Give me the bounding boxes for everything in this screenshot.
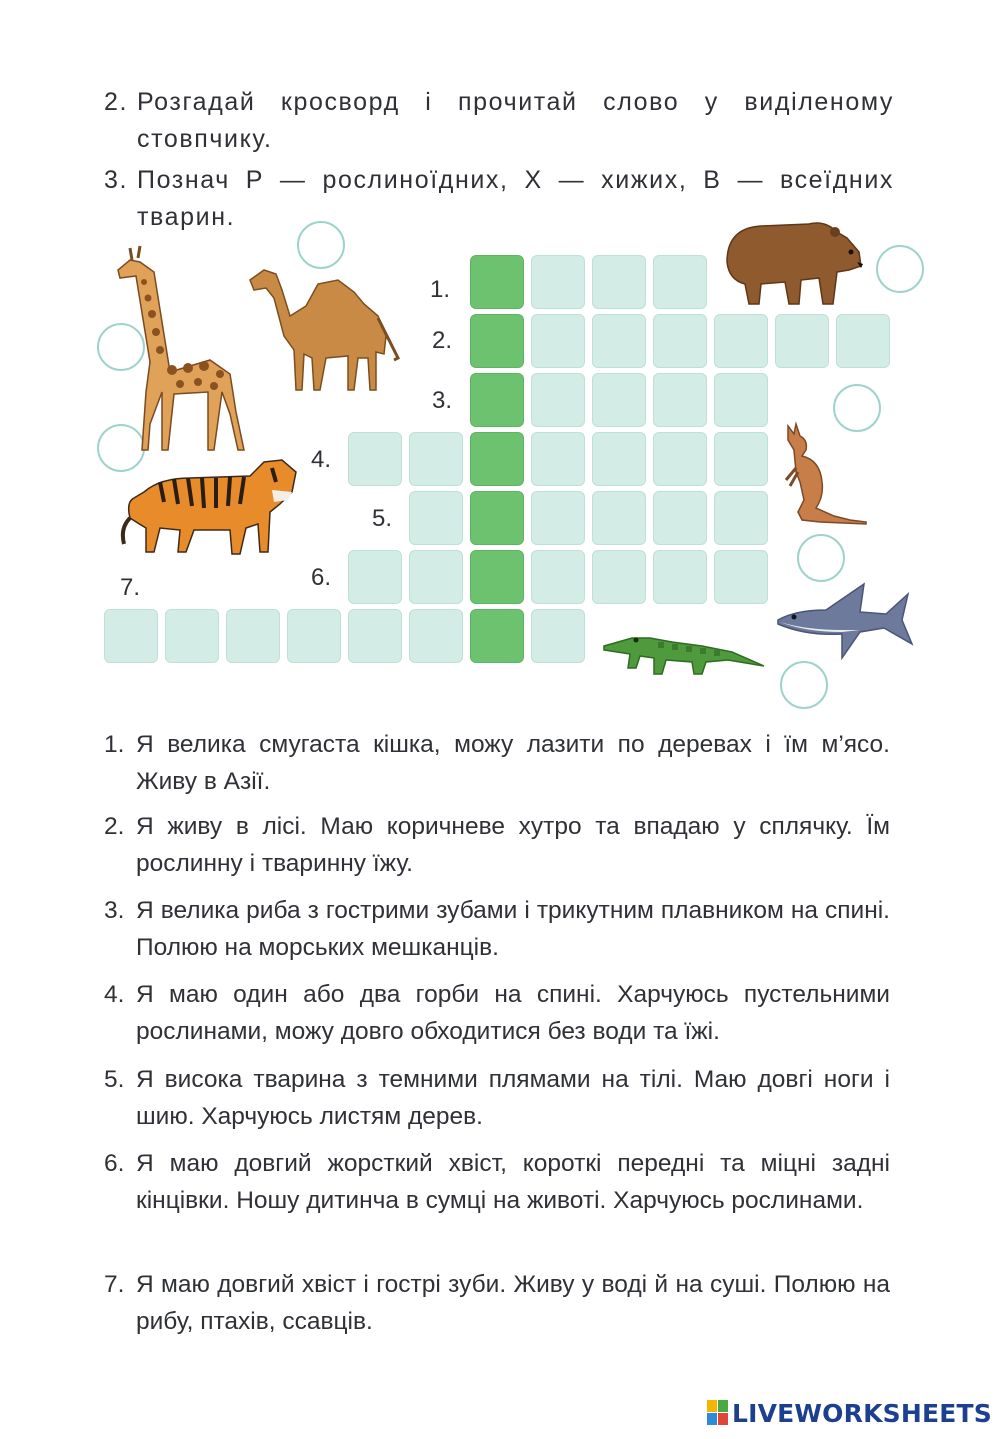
highlighted-cell[interactable]	[470, 314, 524, 368]
crossword-cell[interactable]	[531, 491, 585, 545]
crossword-cell[interactable]	[653, 314, 707, 368]
crossword-cell[interactable]	[653, 255, 707, 309]
crossword-cell[interactable]	[836, 314, 890, 368]
crossword-cell[interactable]	[409, 491, 463, 545]
clue-4	[104, 976, 890, 1050]
crossword-cell[interactable]	[409, 432, 463, 486]
crossword-cell[interactable]	[348, 550, 402, 604]
crossword-cell[interactable]	[531, 432, 585, 486]
row-label-6: 6.	[311, 564, 332, 591]
row-label-1: 1.	[430, 276, 451, 303]
task-2	[104, 84, 894, 158]
crossword-cell[interactable]	[653, 373, 707, 427]
crossword-cell[interactable]	[348, 609, 402, 663]
crossword-cell[interactable]	[653, 432, 707, 486]
crossword-cell[interactable]	[531, 314, 585, 368]
crossword-cell[interactable]	[714, 550, 768, 604]
crossword-cell[interactable]	[714, 432, 768, 486]
clue-text: Я велика смугаста кішка, можу лазити по деревах і їм м’ясо. Живу в Азії.	[136, 731, 890, 795]
clue-text: Я живу в лісі. Маю коричневе хутро та впадаю у сплячку. Їм рослинну і тваринну їжу.	[136, 813, 890, 877]
clue-7	[104, 1266, 890, 1340]
answer-circle-crocodile[interactable]	[797, 534, 845, 582]
crossword-cell[interactable]	[531, 609, 585, 663]
crossword-cell[interactable]	[592, 314, 646, 368]
crossword-cell[interactable]	[592, 550, 646, 604]
crossword-cell[interactable]	[592, 432, 646, 486]
clue-number: 2.	[104, 813, 125, 840]
clue-text: Я маю довгий жорсткий хвіст, короткі передні та міцні задні кінцівки. Ношу дитинча в сумці на животі. Харчуюсь рослинами.	[136, 1150, 890, 1214]
crossword-cell[interactable]	[531, 373, 585, 427]
highlighted-cell[interactable]	[470, 432, 524, 486]
highlighted-cell[interactable]	[470, 491, 524, 545]
task-number: 3.	[104, 166, 129, 194]
clue-number: 3.	[104, 897, 125, 924]
crocodile-icon	[602, 628, 766, 678]
bear-icon	[721, 218, 866, 308]
answer-circle-shark[interactable]	[780, 661, 828, 709]
clue-number: 7.	[104, 1271, 125, 1298]
kangaroo-icon	[780, 420, 870, 526]
clue-text: Я висока тварина з темними плямами на тілі. Маю довгі ноги і шию. Харчуюсь листям дерев.	[136, 1066, 890, 1130]
crossword-cell[interactable]	[165, 609, 219, 663]
logo-mark-icon	[707, 1400, 729, 1426]
crossword-cell[interactable]	[653, 550, 707, 604]
row-label-7: 7.	[120, 574, 141, 601]
highlighted-cell[interactable]	[470, 609, 524, 663]
row-label-2: 2.	[432, 327, 453, 354]
crossword-cell[interactable]	[592, 373, 646, 427]
crossword-cell[interactable]	[409, 609, 463, 663]
row-label-3: 3.	[432, 387, 453, 414]
crossword-cell[interactable]	[653, 491, 707, 545]
camel-icon	[246, 262, 406, 394]
crossword-cell[interactable]	[409, 550, 463, 604]
crossword-cell[interactable]	[714, 373, 768, 427]
clue-number: 1.	[104, 731, 125, 758]
shark-icon	[776, 580, 916, 660]
clue-text: Я маю один або два горби на спині. Харчуюсь пустельними рослинами, можу довго обходитися без води та їжі.	[136, 981, 890, 1045]
crossword-cell[interactable]	[714, 314, 768, 368]
crossword-cell[interactable]	[226, 609, 280, 663]
crossword-cell[interactable]	[592, 491, 646, 545]
clue-6	[104, 1145, 890, 1219]
crossword-cell[interactable]	[531, 550, 585, 604]
clue-1	[104, 726, 890, 800]
clue-number: 6.	[104, 1150, 125, 1177]
crossword-cell[interactable]	[287, 609, 341, 663]
clue-number: 4.	[104, 981, 125, 1008]
crossword-cell[interactable]	[775, 314, 829, 368]
liveworksheets-logo	[707, 1393, 992, 1433]
answer-circle-bear[interactable]	[876, 245, 924, 293]
crossword-cell[interactable]	[592, 255, 646, 309]
crossword-cell[interactable]	[714, 491, 768, 545]
row-label-5: 5.	[372, 505, 393, 532]
crossword-cell[interactable]	[104, 609, 158, 663]
clue-text: Я маю довгий хвіст і гострі зуби. Живу у воді й на суші. Полюю на рибу, птахів, ссавців.	[136, 1271, 890, 1335]
highlighted-cell[interactable]	[470, 373, 524, 427]
row-label-4: 4.	[311, 446, 332, 473]
highlighted-cell[interactable]	[470, 255, 524, 309]
crossword-cell[interactable]	[348, 432, 402, 486]
highlighted-cell[interactable]	[470, 550, 524, 604]
task-text: Розгадай кросворд і прочитай слово у виділеному стовпчику.	[137, 88, 894, 153]
task-text: Познач Р — рослиноїдних, Х — хижих, В — всеїдних тварин.	[137, 166, 894, 231]
clue-number: 5.	[104, 1066, 125, 1093]
clue-5	[104, 1061, 890, 1135]
crossword-cell[interactable]	[531, 255, 585, 309]
clue-text: Я велика риба з гострими зубами і трикутним плавником на спині. Полюю на морських мешканців.	[136, 897, 890, 961]
clue-3	[104, 892, 890, 966]
tiger-icon	[120, 448, 300, 560]
clue-2	[104, 808, 890, 882]
logo-text: LIVEWORKSHEETS	[731, 1398, 992, 1428]
task-number: 2.	[104, 88, 129, 116]
giraffe-icon	[110, 242, 250, 454]
